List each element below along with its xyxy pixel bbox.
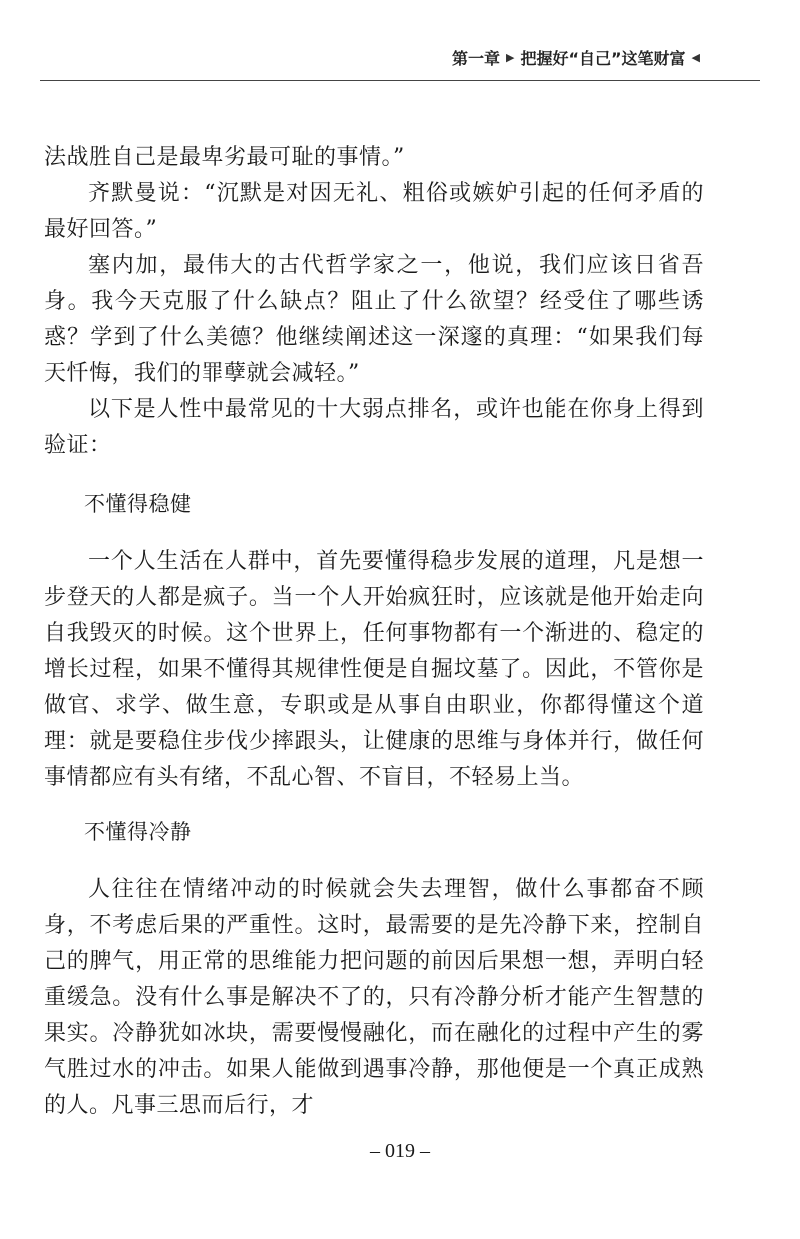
page-body: [44, 140, 704, 1124]
page-number: – 019 –: [370, 1140, 430, 1162]
right-triangle-icon: ▶: [506, 51, 515, 64]
section-heading: 不懂得稳健: [84, 492, 192, 516]
section-heading: 不懂得冷静: [84, 820, 192, 844]
paragraph: 塞内加，最伟大的古代哲学家之一，他说，我们应该日省吾身。我今天克服了什么缺点？阻止了什么欲望？经受住了哪些诱惑？学到了什么美德？他继续阐述这一深邃的真理：“如果我们每天忏悔，我们的罪孽就会减轻。”: [44, 253, 704, 386]
chapter-label: 第一章: [452, 49, 501, 68]
left-triangle-icon: ◀: [691, 51, 700, 64]
chapter-title: 把握好“自己”这笔财富: [520, 49, 686, 68]
paragraph: 以下是人性中最常见的十大弱点排名，或许也能在你身上得到验证：: [44, 397, 704, 458]
paragraph: 齐默曼说：“沉默是对因无礼、粗俗或嫉妒引起的任何矛盾的最好回答。”: [44, 181, 704, 242]
running-header: [452, 46, 700, 69]
section-paragraph: 一个人生活在人群中，首先要懂得稳步发展的道理，凡是想一步登天的人都是疯子。当一个人开始疯狂时，应该就是他开始走向自我毁灭的时候。这个世界上，任何事物都有一个渐进的、稳定的增长过程，如果不懂得其规律性便是自掘坟墓了。因此，不管你是做官、求学、做生意，专职或是从事自由职业，你都得懂这个道理：就是要稳住步伐少摔跟头，让健康的思维与身体并行，做任何事情都应有头有绪，不乱心智、不盲目，不轻易上当。: [44, 549, 704, 790]
header-divider: [40, 80, 760, 81]
section-paragraph: 人往往在情绪冲动的时候就会失去理智，做什么事都奋不顾身，不考虑后果的严重性。这时，最需要的是先冷静下来，控制自己的脾气，用正常的思维能力把问题的前因后果想一想，弄明白轻重缓急。没有什么事是解决不了的，只有冷静分析才能产生智慧的果实。冷静犹如冰块，需要慢慢融化，而在融化的过程中产生的雾气胜过水的冲击。如果人能做到遇事冷静，那他便是一个真正成熟的人。凡事三思而后行，才: [44, 877, 704, 1118]
paragraph: 法战胜自己是最卑劣最可耻的事情。”: [44, 145, 405, 170]
